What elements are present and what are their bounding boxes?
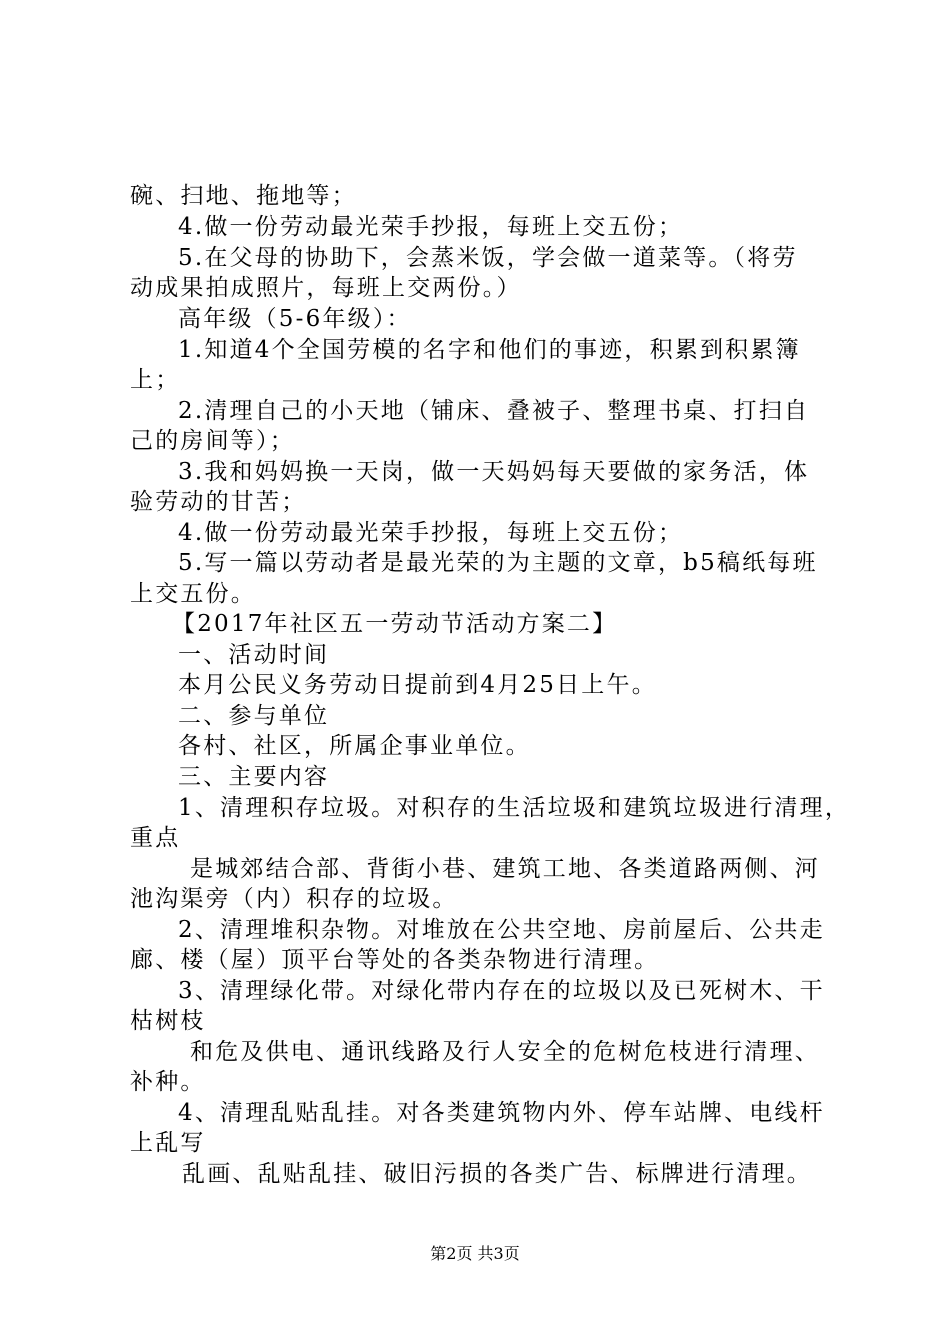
section-heading: 三、主要内容: [178, 764, 330, 790]
page-number-footer: 第2页 共3页: [430, 1244, 520, 1263]
text-line: 重点: [130, 825, 181, 851]
text-line: 补种。: [130, 1069, 206, 1095]
text-line: 3、清理绿化带。对绿化带内存在的垃圾以及已死树木、干: [178, 978, 825, 1004]
section-title: 【2017年社区五一劳动节活动方案二】: [172, 611, 618, 637]
section-heading: 高年级（5-6年级）：: [178, 306, 412, 332]
text-line: 2、清理堆积杂物。对堆放在公共空地、房前屋后、公共走: [178, 917, 825, 943]
text-line: 4、清理乱贴乱挂。对各类建筑物内外、停车站牌、电线杆: [178, 1100, 825, 1126]
text-line: 上；: [130, 367, 181, 393]
text-line: 动成果拍成照片，每班上交两份。）: [130, 275, 522, 301]
text-line: 己的房间等）；: [130, 428, 295, 454]
text-line: 1.知道4个全国劳模的名字和他们的事迹，积累到积累簿: [178, 337, 801, 363]
text-line: 5.写一篇以劳动者是最光荣的为主题的文章，b5稿纸每班: [178, 550, 818, 576]
text-line: 4.做一份劳动最光荣手抄报，每班上交五份；: [178, 520, 684, 546]
text-line: 乱画、乱贴乱挂、破旧污损的各类广告、标牌进行清理。: [182, 1161, 812, 1187]
text-line: 各村、社区，所属企事业单位。: [178, 733, 531, 759]
text-line: 和危及供电、通讯线路及行人安全的危树危枝进行清理、: [190, 1039, 820, 1065]
text-line: 本月公民义务劳动日提前到4月25日上午。: [178, 672, 657, 698]
text-line: 枯树枝: [130, 1008, 206, 1034]
text-line: 1、清理积存垃圾。对积存的生活垃圾和建筑垃圾进行清理，: [178, 795, 851, 821]
text-line: 验劳动的甘苦；: [130, 489, 307, 515]
section-heading: 一、活动时间: [178, 642, 330, 668]
text-line: 碗、扫地、拖地等；: [130, 183, 357, 209]
text-line: 廊、楼（屋）顶平台等处的各类杂物进行清理。: [130, 947, 660, 973]
text-line: 上交五份。: [130, 581, 256, 607]
text-line: 2.清理自己的小天地（铺床、叠被子、整理书桌、打扫自: [178, 398, 810, 424]
text-line: 5.在父母的协助下，会蒸米饭，学会做一道菜等。（将劳: [178, 245, 798, 271]
text-line: 3.我和妈妈换一天岗，做一天妈妈每天要做的家务活，体: [178, 459, 810, 485]
text-line: 上乱写: [130, 1130, 206, 1156]
text-line: 4.做一份劳动最光荣手抄报，每班上交五份；: [178, 214, 684, 240]
text-line: 是城郊结合部、背街小巷、建筑工地、各类道路两侧、河: [190, 856, 820, 882]
section-heading: 二、参与单位: [178, 703, 330, 729]
text-line: 池沟渠旁（内）积存的垃圾。: [130, 886, 458, 912]
